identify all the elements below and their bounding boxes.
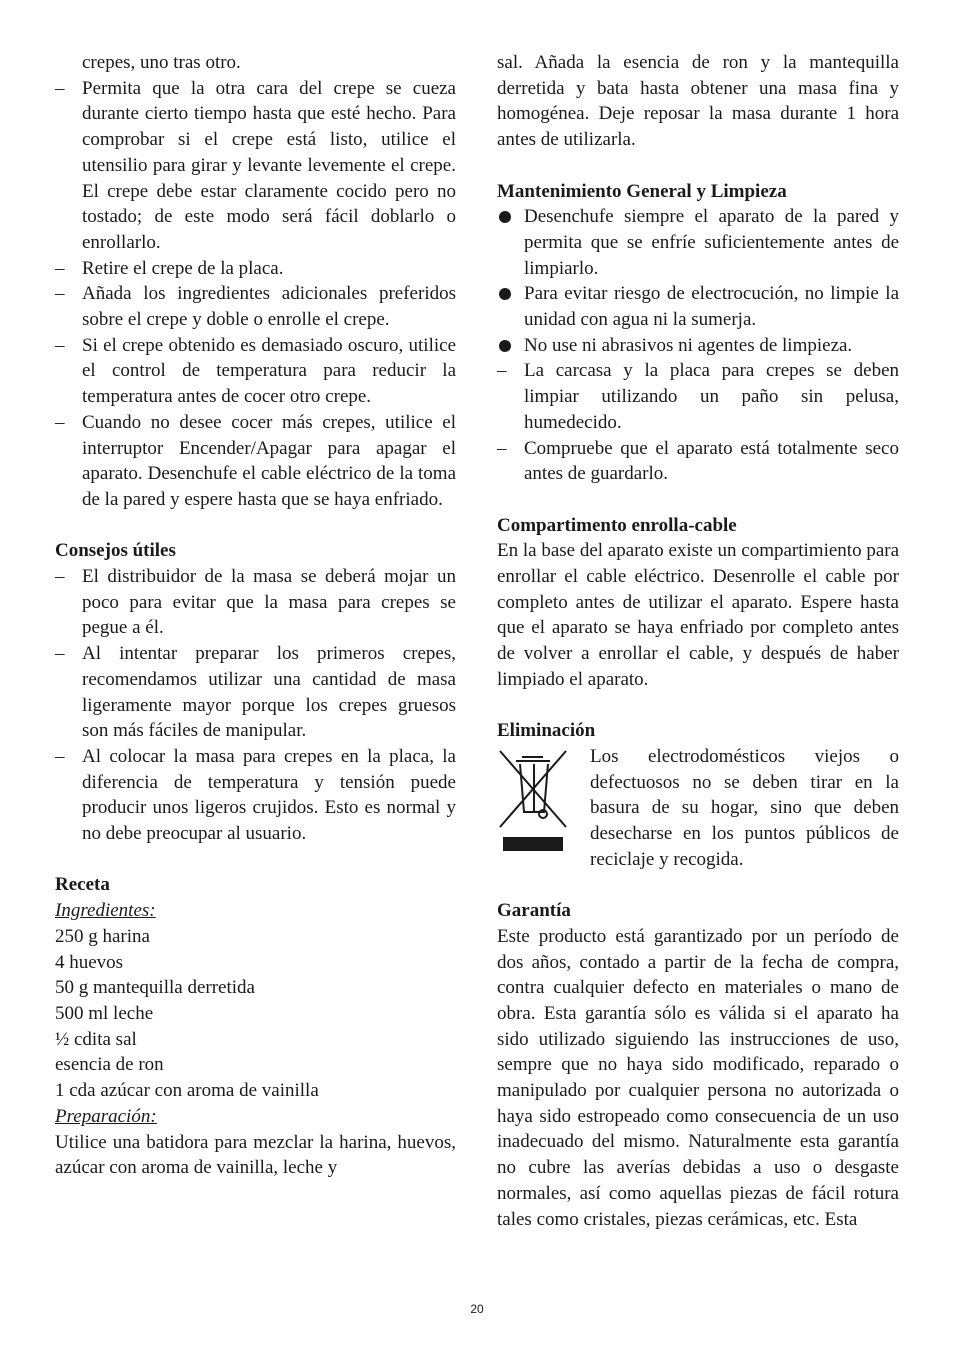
crossed-out-wheelie-bin-icon [497,748,569,852]
ingredient-item: 4 huevos [55,951,124,973]
eliminacion-block [497,744,899,873]
garantia-heading: Garantía [497,900,571,922]
bullet-icon [497,333,524,352]
ingredient-item: 500 ml leche [55,1002,154,1024]
list-item: – Al colocar la masa para crepes en la placa, la diferencia de temperatura y tensión puede producir unos ligeros crujidos. Esto es normal y no debe preocupar al usuario. [55,745,456,845]
dash-marker: – [55,77,65,99]
dash-marker: – [497,437,507,459]
page-number: 20 [470,1302,484,1316]
receta-heading: Receta [55,874,110,896]
dash-marker: – [55,257,65,279]
ingredient-item: 250 g harina [55,925,150,947]
list-item: – Permita que la otra cara del crepe se cueza durante cierto tiempo hasta que esté hecho. Para comprobar si el crepe está listo, utilice el utensilio para girar y levante levemente el crepe. El crepe debe estar claramente cocido pero no tostado; de este modo será fácil doblarlo o enrollarlo. [55,77,456,253]
list-item: – Añada los ingredientes adicionales preferidos sobre el crepe y doble o enrolle el crepe. [55,283,456,331]
list-item: – Compruebe que el aparato está totalmente seco antes de guardarlo. [497,437,899,485]
preparacion-label: Preparación: [55,1105,157,1127]
garantia-text: Este producto está garantizado por un período de dos años, contado a partir de la fecha de compra, contra cualquier defecto en materiales o mano de obra. Esta garantía sólo es válida si el aparato ha sido utilizado siguiendo las instrucciones de uso, sempre que no haya sido modificado, reparado o manipulado por cualquier persona no autorizada o haya sido estropeado como consecuencia de un uso inadecuado del mismo. Naturalmente esta garantía no cubre las averías debidas a uso o desgaste normales, así como aquellas piezas de fácil rotura tales como cristales, piezas cerámicas, etc. Esta [497,925,899,1230]
cable-heading: Compartimento enrolla-cable [497,514,737,536]
list-item: – La carcasa y la placa para crepes se deben limpiar utilizando un paño sin pelusa, humedecido. [497,360,899,433]
bullet-icon [497,281,524,300]
consejos-heading: Consejos útiles [55,540,176,562]
dash-marker: – [497,360,507,382]
list-item: – Si el crepe obtenido es demasiado oscuro, utilice el control de temperatura para reducir la temperatura antes de cocer otro crepe. [55,334,456,408]
list-item: Desenchufe siempre el aparato de la pared y permita que se enfríe suficientemente antes de limpiarlo. [497,204,899,281]
list-item: – Al intentar preparar los primeros crepes, recomendamos utilizar una cantidad de masa ligeramente mayor porque los crepes gruesos son más fáciles de manipular. [55,643,456,742]
dash-marker: – [55,411,65,433]
eliminacion-text: Los electrodomésticos viejos o defectuosos no se deben tirar en la basura de su hogar, sino que deben desecharse en los puntos públicos de reciclaje y recogida. [590,745,899,870]
preparacion-text: Utilice una batidora para mezclar la harina, huevos, azúcar con aroma de vainilla, leche y [55,1131,456,1179]
list-item: No use ni abrasivos ni agentes de limpieza. [497,333,899,359]
usage-steps-list [55,76,456,513]
dash-marker: – [55,566,65,588]
ingredientes-label: Ingredientes: [55,900,156,922]
ingredient-item: esencia de ron [55,1054,164,1076]
dash-marker: – [55,643,65,665]
list-item: – El distribuidor de la masa se deberá mojar un poco para evitar que la masa para crepes se pegue a él. [55,566,456,639]
consejos-list [55,564,456,847]
left-column [55,50,456,1181]
right-column [497,50,899,1232]
dash-marker: – [55,283,65,305]
cable-text: En la base del aparato existe un compartimiento para enrollar el cable eléctrico. Desenrolle el cable por completo antes de utilizar el aparato. Espere hasta que el aparato se haya enfriado por completo antes de volver a enrollar el cable, y después de haber limpiado el aparato. [497,540,900,690]
dash-marker: – [55,745,65,767]
ingredient-item: 50 g mantequilla derretida [55,977,255,999]
list-item: – Retire el crepe de la placa. [55,256,456,282]
list-item: – Cuando no desee cocer más crepes, utilice el interruptor Encender/Apagar para apagar el aparato. Desenchufe el cable eléctrico de la toma de la pared y espere hasta que se haya enfriado. [55,411,456,510]
mantenimiento-list [497,204,899,487]
ingredient-item: ½ cdita sal [55,1028,137,1050]
dash-marker: – [55,334,65,356]
bullet-icon [497,204,524,223]
preparacion-continuation: sal. Añada la esencia de ron y la mantequilla derretida y bata hasta obtener una masa fina y homogénea. Deje reposar la masa durante 1 hora antes de utilizarla. [497,52,899,151]
mantenimiento-heading: Mantenimiento General y Limpieza [497,180,787,202]
ingredient-list [55,924,456,1104]
list-item: Para evitar riesgo de electrocución, no limpie la unidad con agua ni la sumerja. [497,281,899,332]
eliminacion-heading: Eliminación [497,720,596,742]
ingredient-item: 1 cda azúcar con aroma de vainilla [55,1080,319,1102]
intro-continuation: crepes, uno tras otro. [82,52,241,73]
